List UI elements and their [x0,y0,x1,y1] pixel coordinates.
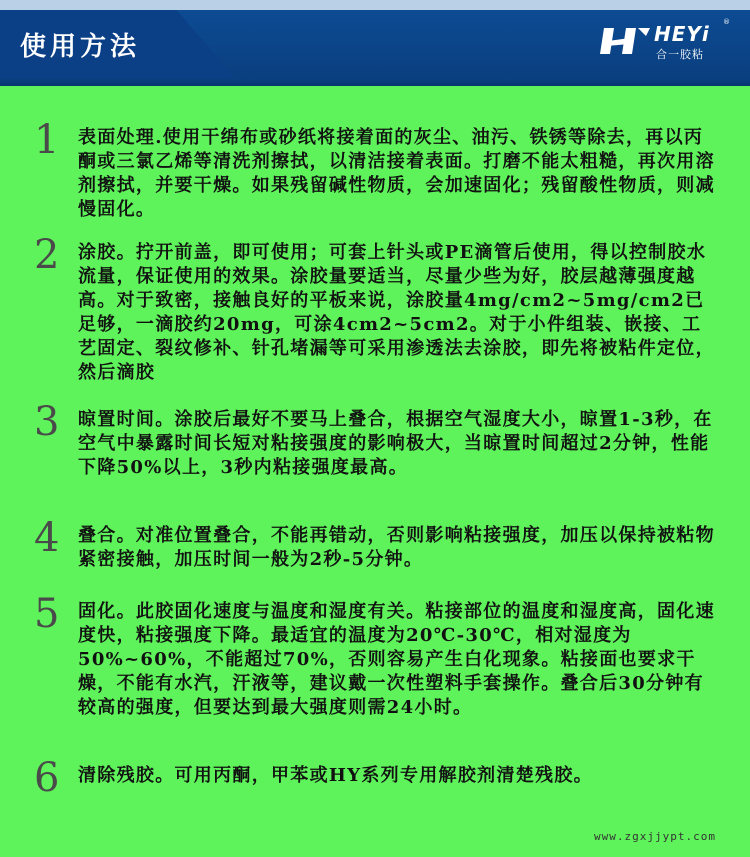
header-bar [0,0,750,86]
step-number: 5 [34,591,60,637]
step-number: 1 [34,117,60,163]
logo-chinese-text: 合一胶粘 [656,48,704,61]
step-text: 叠合。对准位置叠合，不能再错动，否则影响粘接强度，加压以保持被粘物紧密接触，加压时间一般为2秒-5分钟。 [78,525,715,570]
step-text: 清除残胶。可用丙酮，甲苯或HY系列专用解胶剂清楚残胶。 [78,765,593,786]
step-text: 晾置时间。涂胶后最好不要马上叠合，根据空气湿度大小，晾置1-3秒，在空气中暴露时间长短对粘接强度的影响极大，当晾置时间超过2分钟，性能下降50%以上，3秒内粘接强度最高。 [78,409,713,478]
website-url: www.zgxjjypt.com [594,830,716,843]
step-number: 6 [34,755,60,801]
brand-logo [598,16,738,64]
page-title: 使用方法 [20,32,141,62]
logo-brand-text: HEYi [654,22,710,46]
step-text: 表面处理.使用干绵布或砂纸将接着面的灰尘、油污、铁锈等除去，再以丙酮或三氯乙烯等清洗剂擦拭，以清洁接着表面。打磨不能太粗糙，再次用溶剂擦拭，并要干燥。如果残留碱性物质，会加速固化；残留酸性物质，则减慢固化。 [78,127,715,220]
registered-mark: ® [723,18,730,26]
step-number: 2 [34,232,60,278]
step-text: 固化。此胶固化速度与温度和湿度有关。粘接部位的温度和湿度高，固化速度快，粘接强度下降。最适宜的温度为20℃-30℃，相对湿度为50%~60%，不能超过70%，否则容易产生白化现象。粘接面也要求干燥，不能有水汽，汗液等，建议戴一次性塑料手套操作。叠合后30分钟有较高的强度，但要达到最大强度则需24小时。 [78,601,715,718]
step-number: 4 [34,515,60,561]
step-number: 3 [34,399,60,445]
heyi-logo-icon [600,24,650,58]
step-text: 涂胶。拧开前盖，即可使用；可套上针头或PE滴管后使用，得以控制胶水流量，保证使用的效果。涂胶量要适当，尽量少些为好，胶层越薄强度越高。对于致密，接触良好的平板来说，涂胶量4mg/cm2~5mg/cm2已足够，一滴胶约20mg，可涂4cm2~5cm2。对于小件组装、嵌接、工艺固定、裂纹修补、针孔堵漏等可采用渗透法去涂胶，即先将被粘件定位，然后滴胶 [78,242,715,383]
